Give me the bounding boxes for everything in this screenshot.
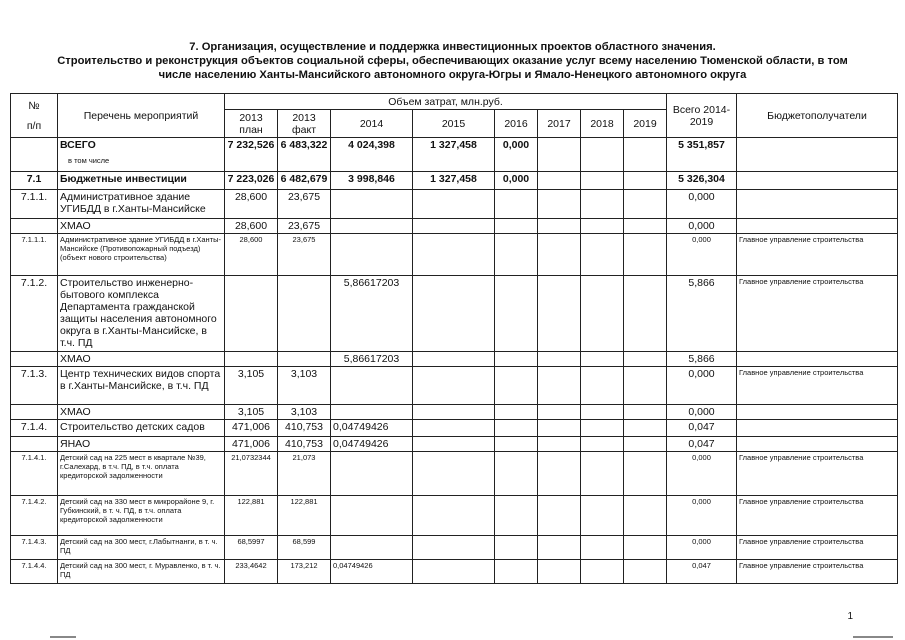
cell-total: 0,047 xyxy=(667,437,737,452)
cell-plan: 28,600 xyxy=(225,234,278,276)
cell-2014 xyxy=(331,405,413,420)
table-row xyxy=(11,219,898,234)
cell-2017 xyxy=(538,536,581,560)
cell-recipient xyxy=(737,190,898,219)
cell-2015 xyxy=(413,234,495,276)
cell-2018 xyxy=(581,352,624,367)
header-total xyxy=(667,94,737,138)
cell-2014: 5,86617203 xyxy=(331,276,413,352)
cell-name: Строительство инженерно-бытового комплекса Департамента гражданской защиты населения автономного округа в г.Ханты-Мансийске, в т.ч. ПД xyxy=(58,276,225,352)
cell-2018 xyxy=(581,452,624,496)
cell-name: Административное здание УГИБДД в г.Ханты-Мансийске (Противопожарный подъезд) (объект нового строительства) xyxy=(58,234,225,276)
cell-2016: 0,000 xyxy=(495,138,538,172)
cell-plan: 68,5997 xyxy=(225,536,278,560)
cell-2018 xyxy=(581,420,624,437)
cell-2019 xyxy=(624,437,667,452)
cell-name: Детский сад на 330 мест в микрорайоне 9, г. Губкинский, в т. ч. ПД, в т.ч. оплата кредиторской задолженности xyxy=(58,496,225,536)
cell-num: 7.1.2. xyxy=(11,276,58,352)
row-total-sub: в том числе xyxy=(68,156,110,165)
cell-fact: 122,881 xyxy=(278,496,331,536)
cell-2019 xyxy=(624,352,667,367)
cell-plan xyxy=(225,352,278,367)
header-recipients: Бюджетополучатели xyxy=(737,94,898,138)
cell-2016 xyxy=(495,560,538,584)
cell-num: 7.1.4.2. xyxy=(11,496,58,536)
row-total-name: ВСЕГО xyxy=(60,139,96,151)
cell-2016 xyxy=(495,219,538,234)
cell-2015 xyxy=(413,560,495,584)
cell-fact: 410,753 xyxy=(278,420,331,437)
header-total-line1: Всего 2014- xyxy=(672,103,731,116)
cell-fact: 68,599 xyxy=(278,536,331,560)
header-total-line2: 2019 xyxy=(689,115,714,128)
cell-2019 xyxy=(624,234,667,276)
cell-2015 xyxy=(413,452,495,496)
cell-total: 0,047 xyxy=(667,560,737,584)
cell-2019 xyxy=(624,276,667,352)
cell-total: 0,000 xyxy=(667,452,737,496)
cell-2015 xyxy=(413,405,495,420)
cell-total: 0,000 xyxy=(667,405,737,420)
cell-2019 xyxy=(624,190,667,219)
scan-mark xyxy=(853,636,893,638)
cell-2016 xyxy=(495,536,538,560)
table-row xyxy=(11,560,898,584)
cell-2016 xyxy=(495,437,538,452)
cell-recipient: Главное управление строительства xyxy=(737,234,898,276)
cell-2017 xyxy=(538,352,581,367)
header-2018: 2018 xyxy=(581,110,624,138)
table-row xyxy=(11,138,898,172)
scan-mark xyxy=(50,636,76,638)
cell-total: 5,866 xyxy=(667,276,737,352)
cell-2017 xyxy=(538,496,581,536)
table-row xyxy=(11,437,898,452)
cell-2014: 3 998,846 xyxy=(331,172,413,190)
cell-name: ХМАО xyxy=(58,219,225,234)
cell-fact: 6 483,322 xyxy=(278,138,331,172)
table-row xyxy=(11,405,898,420)
cell-2015 xyxy=(413,536,495,560)
cell-2018 xyxy=(581,172,624,190)
table-row xyxy=(11,190,898,219)
cell-2018 xyxy=(581,367,624,405)
cell-total: 0,000 xyxy=(667,234,737,276)
header-2017: 2017 xyxy=(538,110,581,138)
cell-fact: 3,103 xyxy=(278,367,331,405)
cell-plan: 233,4642 xyxy=(225,560,278,584)
cell-plan: 7 223,026 xyxy=(225,172,278,190)
page-number: 1 xyxy=(847,611,853,622)
table-row xyxy=(11,367,898,405)
cell-name: ХМАО xyxy=(58,405,225,420)
cell-2016 xyxy=(495,276,538,352)
cell-total: 0,000 xyxy=(667,536,737,560)
cell-2014 xyxy=(331,367,413,405)
cell-fact: 3,103 xyxy=(278,405,331,420)
cell-2017 xyxy=(538,276,581,352)
cell-recipient: Главное управление строительства xyxy=(737,452,898,496)
cell-2019 xyxy=(624,420,667,437)
cell-name: Центр технических видов спорта в г.Ханты-Мансийске, в т.ч. ПД xyxy=(58,367,225,405)
cell-2016 xyxy=(495,420,538,437)
cell-2018 xyxy=(581,437,624,452)
table-row xyxy=(11,234,898,276)
cell-fact: 23,675 xyxy=(278,234,331,276)
cell-2017 xyxy=(538,367,581,405)
cell-num: 7.1.1.1. xyxy=(11,234,58,276)
investment-table xyxy=(10,93,898,584)
cell-total: 0,047 xyxy=(667,420,737,437)
cell-2016 xyxy=(495,190,538,219)
cell-name: ЯНАО xyxy=(58,437,225,452)
section-subtitle-line2: числе населению Ханты-Мансийского автономного округа-Югры и Ямало-Ненецкого автономного округа xyxy=(158,69,747,81)
cell-recipient: Главное управление строительства xyxy=(737,560,898,584)
header-2014: 2014 xyxy=(331,110,413,138)
cell-num: 7.1.3. xyxy=(11,367,58,405)
cell-num xyxy=(11,405,58,420)
cell-name: Административное здание УГИБДД в г.Ханты-Мансийске xyxy=(58,190,225,219)
cell-plan: 122,881 xyxy=(225,496,278,536)
cell-plan: 471,006 xyxy=(225,420,278,437)
cell-fact: 21,073 xyxy=(278,452,331,496)
header-number xyxy=(11,94,58,138)
cell-plan: 3,105 xyxy=(225,367,278,405)
cell-recipient xyxy=(737,352,898,367)
cell-fact xyxy=(278,352,331,367)
cell-num: 7.1.4.1. xyxy=(11,452,58,496)
cell-2015 xyxy=(413,276,495,352)
cell-2014: 5,86617203 xyxy=(331,352,413,367)
header-list: Перечень мероприятий xyxy=(58,94,225,138)
cell-total: 0,000 xyxy=(667,496,737,536)
cell-2019 xyxy=(624,405,667,420)
section-title: 7. Организация, осуществление и поддержка инвестиционных проектов областного значения. xyxy=(189,41,716,53)
cell-2014 xyxy=(331,234,413,276)
cell-num xyxy=(11,437,58,452)
cell-2019 xyxy=(624,138,667,172)
cell-total: 5 326,304 xyxy=(667,172,737,190)
cell-recipient: Главное управление строительства xyxy=(737,276,898,352)
cell-2014 xyxy=(331,496,413,536)
table-row xyxy=(11,172,898,190)
cell-name: Детский сад на 300 мест, г.Лабытнанги, в т. ч. ПД xyxy=(58,536,225,560)
header-2015: 2015 xyxy=(413,110,495,138)
cell-num xyxy=(11,219,58,234)
cell-2017 xyxy=(538,190,581,219)
cell-recipient xyxy=(737,437,898,452)
header-2013-fact-label: факт xyxy=(292,123,316,136)
header-2013-plan xyxy=(225,110,278,138)
cell-2015 xyxy=(413,437,495,452)
cell-name: Строительство детских садов xyxy=(58,420,225,437)
cell-num: 7.1.1. xyxy=(11,190,58,219)
table-row xyxy=(11,536,898,560)
cell-total: 0,000 xyxy=(667,190,737,219)
cell-2016 xyxy=(495,367,538,405)
cell-2018 xyxy=(581,496,624,536)
cell-total: 0,000 xyxy=(667,367,737,405)
cell-num xyxy=(11,138,58,172)
header-2019: 2019 xyxy=(624,110,667,138)
cell-2016 xyxy=(495,405,538,420)
cell-2017 xyxy=(538,452,581,496)
table-row xyxy=(11,420,898,437)
section-subtitle-line1: Строительство и реконструкция объектов социальной сферы, обеспечивающих оказание услуг всему населению Тюменской области, в том xyxy=(57,55,848,67)
cell-plan: 471,006 xyxy=(225,437,278,452)
cell-name: Детский сад на 225 мест в квартале №39, г.Салехард, в т.ч. ПД, в т.ч. оплата кредиторской задолженности xyxy=(58,452,225,496)
cell-2014: 4 024,398 xyxy=(331,138,413,172)
cell-fact xyxy=(278,276,331,352)
cell-2017 xyxy=(538,420,581,437)
cell-total: 5 351,857 xyxy=(667,138,737,172)
cell-recipient xyxy=(737,172,898,190)
cell-2015 xyxy=(413,190,495,219)
cell-2014: 0,04749426 xyxy=(331,437,413,452)
cell-plan: 28,600 xyxy=(225,190,278,219)
header-volume: Объем затрат, млн.руб. xyxy=(225,94,667,110)
cell-2018 xyxy=(581,234,624,276)
cell-num: 7.1.4.3. xyxy=(11,536,58,560)
cell-2017 xyxy=(538,138,581,172)
cell-2014 xyxy=(331,452,413,496)
cell-plan: 3,105 xyxy=(225,405,278,420)
cell-2019 xyxy=(624,219,667,234)
cell-recipient xyxy=(737,219,898,234)
cell-2019 xyxy=(624,367,667,405)
cell-2015 xyxy=(413,219,495,234)
cell-2016 xyxy=(495,352,538,367)
cell-2016: 0,000 xyxy=(495,172,538,190)
cell-2018 xyxy=(581,276,624,352)
cell-2019 xyxy=(624,536,667,560)
cell-2018 xyxy=(581,560,624,584)
cell-num: 7.1.4. xyxy=(11,420,58,437)
cell-fact: 23,675 xyxy=(278,219,331,234)
cell-2016 xyxy=(495,452,538,496)
cell-2017 xyxy=(538,560,581,584)
table-row xyxy=(11,352,898,367)
table-row xyxy=(11,452,898,496)
cell-2016 xyxy=(495,496,538,536)
cell-recipient: Главное управление строительства xyxy=(737,496,898,536)
header-2013-plan-year: 2013 xyxy=(239,111,263,124)
table-row xyxy=(11,276,898,352)
cell-2015 xyxy=(413,352,495,367)
header-number-bottom: п/п xyxy=(26,119,42,132)
cell-2018 xyxy=(581,536,624,560)
cell-fact: 6 482,679 xyxy=(278,172,331,190)
table-row xyxy=(11,496,898,536)
cell-2015: 1 327,458 xyxy=(413,172,495,190)
cell-name: Бюджетные инвестиции xyxy=(58,172,225,190)
cell-2015: 1 327,458 xyxy=(413,138,495,172)
cell-num: 7.1 xyxy=(11,172,58,190)
cell-plan xyxy=(225,276,278,352)
cell-recipient: Главное управление строительства xyxy=(737,367,898,405)
header-2016: 2016 xyxy=(495,110,538,138)
cell-2015 xyxy=(413,496,495,536)
cell-recipient xyxy=(737,405,898,420)
cell-2017 xyxy=(538,219,581,234)
header-number-top: № xyxy=(28,99,40,112)
cell-2014 xyxy=(331,219,413,234)
cell-2015 xyxy=(413,367,495,405)
cell-total: 0,000 xyxy=(667,219,737,234)
header-2013-fact xyxy=(278,110,331,138)
cell-fact: 410,753 xyxy=(278,437,331,452)
cell-2017 xyxy=(538,437,581,452)
cell-name: ХМАО xyxy=(58,352,225,367)
cell-name xyxy=(58,138,225,172)
cell-2014 xyxy=(331,190,413,219)
cell-total: 5,866 xyxy=(667,352,737,367)
cell-2014: 0,04749426 xyxy=(331,560,413,584)
cell-2017 xyxy=(538,405,581,420)
header-2013-plan-label: план xyxy=(239,123,263,136)
cell-2017 xyxy=(538,234,581,276)
cell-2018 xyxy=(581,190,624,219)
cell-plan: 28,600 xyxy=(225,219,278,234)
cell-num: 7.1.4.4. xyxy=(11,560,58,584)
cell-2014 xyxy=(331,536,413,560)
cell-2017 xyxy=(538,172,581,190)
cell-plan: 21,0732344 xyxy=(225,452,278,496)
cell-2019 xyxy=(624,496,667,536)
header-2013-fact-year: 2013 xyxy=(292,111,316,124)
cell-fact: 173,212 xyxy=(278,560,331,584)
cell-2018 xyxy=(581,219,624,234)
cell-2018 xyxy=(581,405,624,420)
cell-num xyxy=(11,352,58,367)
cell-2019 xyxy=(624,172,667,190)
cell-fact: 23,675 xyxy=(278,190,331,219)
cell-2019 xyxy=(624,452,667,496)
cell-2014: 0,04749426 xyxy=(331,420,413,437)
cell-recipient: Главное управление строительства xyxy=(737,536,898,560)
cell-2016 xyxy=(495,234,538,276)
cell-2019 xyxy=(624,560,667,584)
cell-recipient xyxy=(737,420,898,437)
cell-plan: 7 232,526 xyxy=(225,138,278,172)
cell-name: Детский сад на 300 мест, г. Муравленко, в т. ч. ПД xyxy=(58,560,225,584)
cell-2015 xyxy=(413,420,495,437)
cell-recipient xyxy=(737,138,898,172)
cell-2018 xyxy=(581,138,624,172)
